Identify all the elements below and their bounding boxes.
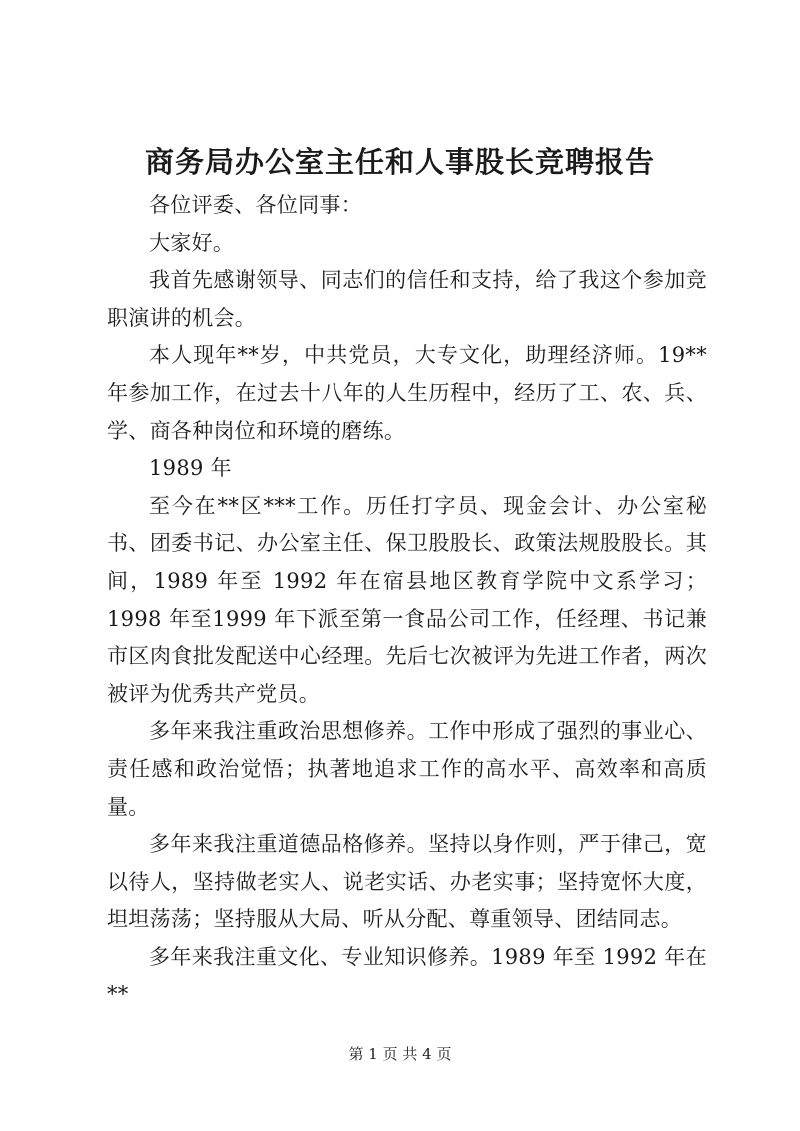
document-body (107, 187, 707, 1014)
paragraph-salutation: 各位评委、各位同事： (149, 193, 362, 217)
paragraph-work-history: 至今在**区***工作。历任打字员、现金会计、办公室秘书、团委书记、办公室主任、保卫股股长、政策法规股股长。其间，1989 年至 1992 年在宿县地区教育学院中文系学习；1998 年至1999 年下派至第一食品公司工作，任经理、书记兼市区肉食批发配送中心经理。先后七次被评为先进工作者，两次被评为优秀共产党员。 (107, 493, 707, 706)
page-footer: 第 1 页 共 4 页 (348, 1045, 452, 1063)
paragraph-greeting: 大家好。 (149, 230, 235, 255)
paragraph-political: 多年来我注重政治思想修养。工作中形成了强烈的事业心、责任感和政治觉悟；执著地追求工作的高水平、高效率和高质量。 (107, 719, 707, 819)
paragraph-thanks: 我首先感谢领导、同志们的信任和支持，给了我这个参加竞职演讲的机会。 (107, 268, 707, 330)
paragraph-moral: 多年来我注重道德品格修养。坚持以身作则，严于律己，宽以待人，坚持做老实人、说老实话、办老实事；坚持宽怀大度，坦坦荡荡；坚持服从大局、听从分配、尊重领导、团结同志。 (107, 832, 707, 932)
paragraph-education: 多年来我注重文化、专业知识修养。1989 年至 1992 年在** (107, 944, 707, 1007)
paragraph-year: 1989 年 (149, 456, 232, 481)
document-title: 商务局办公室主任和人事股长竞聘报告 (144, 145, 655, 179)
paragraph-self-intro: 本人现年**岁，中共党员，大专文化，助理经济师。19**年参加工作，在过去十八年的人生历程中，经历了工、农、兵、学、商各种岗位和环境的磨练。 (107, 343, 707, 443)
